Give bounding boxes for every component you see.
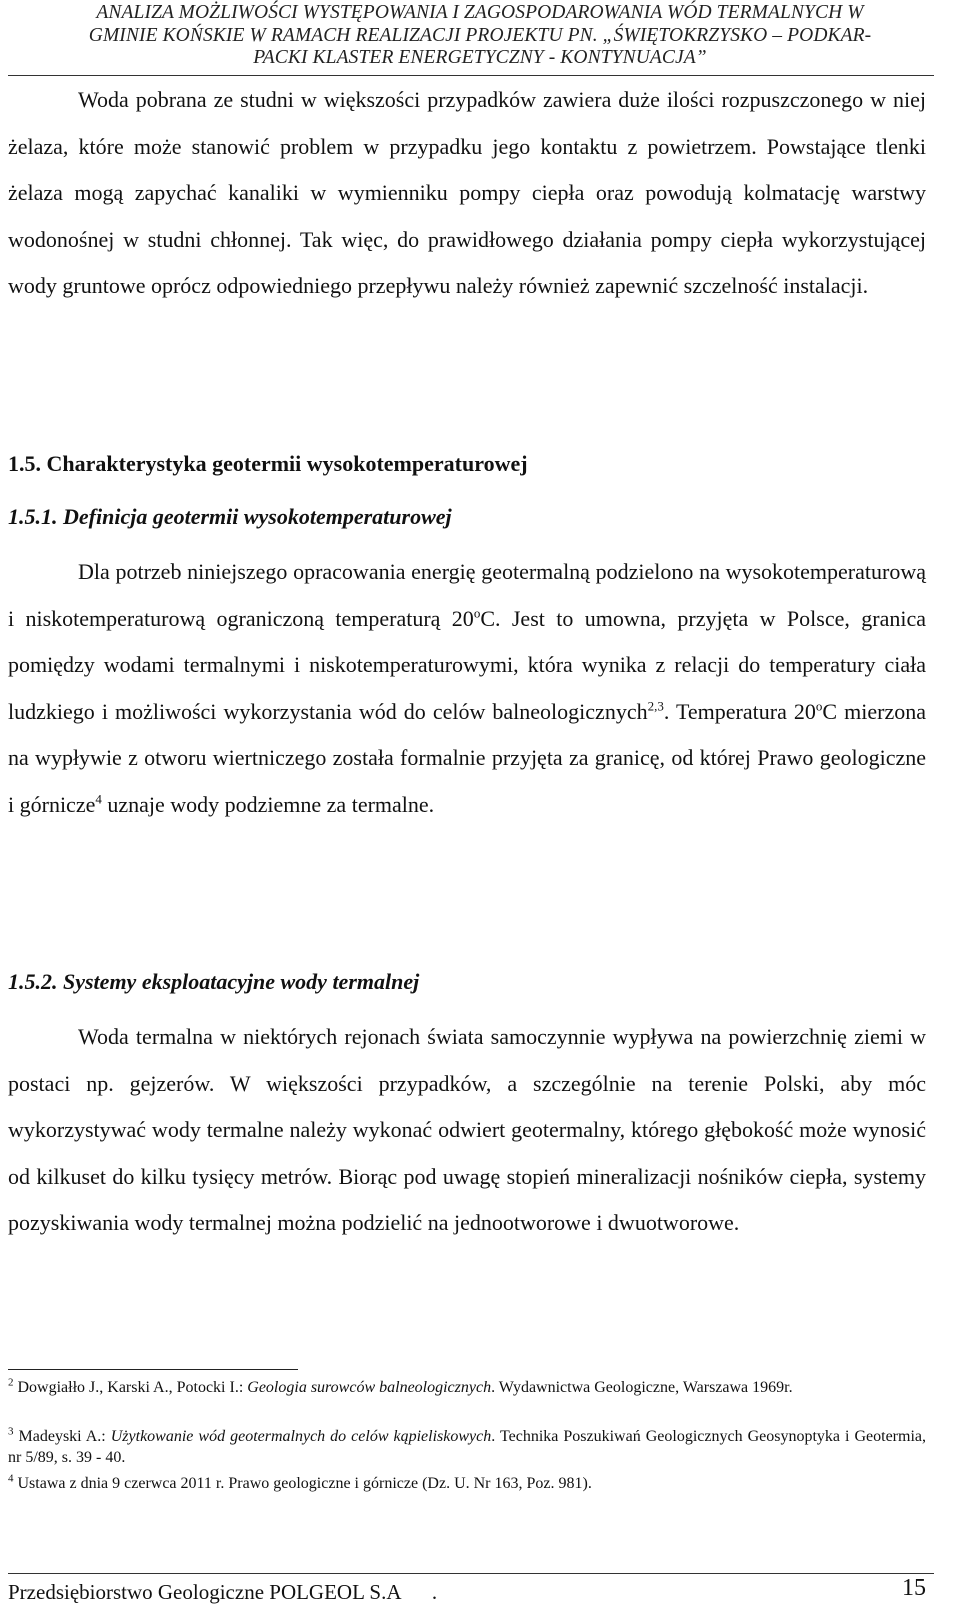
footnote-authors: Madeyski A.: [18, 1428, 111, 1445]
degree-superscript: o [815, 698, 823, 714]
footnote-ref-2-3[interactable]: 2,3 [647, 698, 664, 714]
header-line-3: PACKI KLASTER ENERGETYCZNY - KONTYNUACJA” [253, 47, 707, 68]
intro-paragraph-text: Woda pobrana ze studni w większości przypadków zawiera duże ilości rozpuszczonego w niej żelaza, które może stanowić problem w przypadku jego kontaktu z powietrzem. Powstające tlenki żelaza mogą zapychać kanaliki w wymienniku pompy ciepła oraz powodują kolmatację warstwy wodonośnej w studni chłonnej. Tak więc, do prawidłowego działania pompy ciepła wykorzystującej wody gruntowe oprócz odpowiedniego przepływu należy również zapewnić szczelność instalacji. [8, 87, 926, 298]
footer-divider [8, 1573, 934, 1574]
footnote-number: 3 [8, 1425, 14, 1438]
footnote-title: Geologia surowców balneologicznych [247, 1379, 492, 1396]
footnote-2 [8, 1377, 926, 1398]
header-line-2: GMINIE KOŃSKIE W RAMACH REALIZACJI PROJEKTU PN. „ŚWIĘTOKRZYSKO – PODKAR- [88, 24, 872, 46]
footnote-number: 4 [8, 1472, 14, 1485]
footnote-number: 2 [8, 1376, 14, 1389]
footnote-ref-4[interactable]: 4 [95, 791, 102, 807]
footnote-rest: . Technika Poszukiwań Geologicznych Geosynoptyka i Geotermia, nr 5/89, s. 39 - 40. [8, 1428, 926, 1466]
definition-text-b: C. Jest to umowna, przyjęta w Polsce, granica pomiędzy wodami termalnymi i niskotemperaturowymi, która wynika z relacji do temperatury ciała ludzkiego i możliwości wykorzystania wód do celów balneologicznych [8, 605, 926, 724]
degree-superscript: o [473, 605, 481, 621]
header-line-1: ANALIZA MOŻLIWOŚCI WYSTĘPOWANIA I ZAGOSPODAROWANIA WÓD TERMALNYCH W [96, 2, 864, 23]
definition-text-d: C mierzona na wypływie z otworu wiertniczego została formalnie przyjęta za granicę, od której Prawo geologiczne i górnicze [8, 698, 926, 817]
intro-paragraph [8, 77, 926, 310]
page-number: 15 [902, 1575, 926, 1601]
footnote-3 [8, 1426, 926, 1468]
definition-text-e: uznaje wody podziemne za termalne. [101, 791, 435, 817]
footnote-4 [8, 1473, 926, 1494]
footnote-divider [8, 1369, 298, 1370]
definition-text-a: Dla potrzeb niniejszego opracowania energię geotermalną podzielono na wysokotemperaturową i niskotemperaturową ograniczoną temperaturą 20 [8, 559, 926, 631]
definition-paragraph [8, 549, 926, 828]
footnote-rest: . Wydawnictwa Geologiczne, Warszawa 1969r. [491, 1379, 793, 1396]
header-divider [8, 75, 934, 76]
systems-paragraph [8, 1014, 926, 1247]
section-heading-1-5: 1.5. Charakterystyka geotermii wysokotemperaturowej [8, 451, 528, 476]
footer-company: Przedsiębiorstwo Geologiczne POLGEOL S.A . [8, 1580, 438, 1604]
systems-paragraph-text: Woda termalna w niektórych rejonach świata samoczynnie wypływa na powierzchnię ziemi w postaci np. gejzerów. W większości przypadków, a szczególnie na terenie Polski, aby móc wykorzystywać wody termalne należy wykonać odwiert geotermalny, którego głębokość może wynosić od kilkuset do kilku tysięcy metrów. Biorąc pod uwagę stopień mineralizacji nośników ciepła, systemy pozyskiwania wody termalnej można podzielić na jednootworowe i dwuotworowe. [8, 1024, 926, 1235]
section-heading-1-5-1: 1.5.1. Definicja geotermii wysokotemperaturowej [8, 504, 452, 529]
footnote-text: Ustawa z dnia 9 czerwca 2011 r. Prawo geologiczne i górnicze (Dz. U. Nr 163, Poz. 981). [17, 1475, 592, 1492]
footnote-title: Użytkowanie wód geotermalnych do celów kąpieliskowych [110, 1428, 492, 1445]
footnote-authors: Dowgiałło J., Karski A., Potocki I.: [17, 1379, 248, 1396]
document-header [0, 2, 960, 70]
section-heading-1-5-2: 1.5.2. Systemy eksploatacyjne wody termalnej [8, 969, 420, 994]
definition-text-c: . Temperatura 20 [663, 698, 816, 724]
